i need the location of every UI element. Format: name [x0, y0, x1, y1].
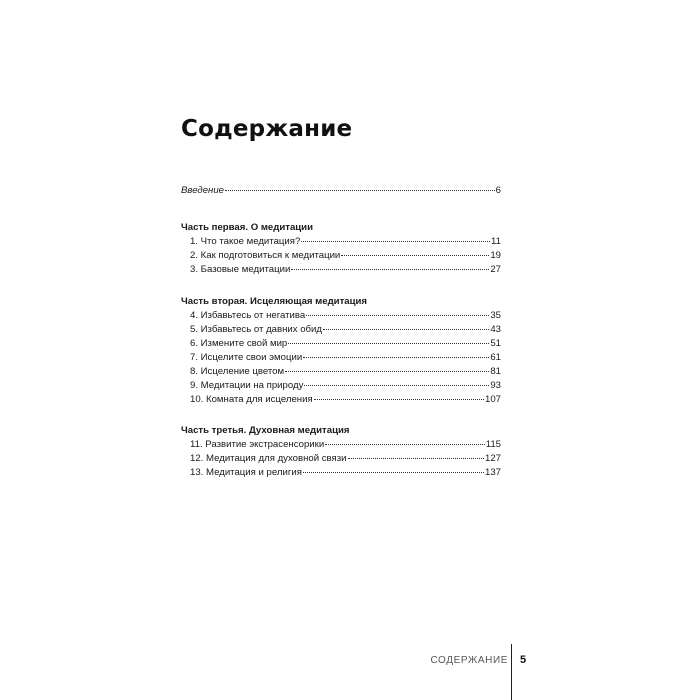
- toc-section-1: [181, 221, 501, 277]
- entry-page: 81: [490, 366, 501, 377]
- toc-entry[interactable]: [181, 365, 501, 379]
- toc-entry[interactable]: [181, 235, 501, 249]
- entry-label: 10. Комната для исцеления: [190, 394, 313, 405]
- toc-entry[interactable]: [181, 351, 501, 365]
- dot-leader: [301, 240, 490, 242]
- toc-entry[interactable]: [181, 323, 501, 337]
- dot-leader: [341, 254, 489, 256]
- toc-entry[interactable]: [181, 337, 501, 351]
- toc-section-3: [181, 424, 501, 480]
- entry-page: 27: [490, 264, 501, 275]
- dot-leader: [348, 457, 484, 459]
- entry-label: 3. Базовые медитации: [190, 264, 291, 275]
- toc-entry[interactable]: [181, 249, 501, 263]
- entry-label: 8. Исцеление цветом: [190, 366, 285, 377]
- toc-entry[interactable]: [181, 466, 501, 480]
- toc-entry[interactable]: [181, 379, 501, 393]
- entry-label: 2. Как подготовиться к медитации: [190, 250, 341, 261]
- page-number: 5: [520, 654, 527, 666]
- entry-page: 127: [484, 453, 501, 464]
- entry-label: 7. Исцелите свои эмоции: [190, 352, 303, 363]
- toc-entry[interactable]: [181, 438, 501, 452]
- dot-leader: [288, 342, 489, 344]
- entry-label: 5. Избавьтесь от давних обид: [190, 324, 323, 335]
- running-footer-label: СОДЕРЖАНИЕ: [430, 655, 508, 666]
- section-title: Часть вторая. Исцеляющая медитация: [181, 296, 368, 307]
- entry-label: 4. Избавьтесь от негатива: [190, 310, 306, 321]
- section-title: Часть третья. Духовная медитация: [181, 425, 350, 436]
- entry-label: Введение: [181, 185, 225, 196]
- toc-section-2: [181, 295, 501, 407]
- entry-page: 19: [490, 250, 501, 261]
- dot-leader: [314, 398, 484, 400]
- entry-label: 11. Развитие экстрасенсорики: [190, 439, 325, 450]
- dot-leader: [285, 370, 489, 372]
- toc-entry[interactable]: [181, 263, 501, 277]
- section-title: Часть первая. О медитации: [181, 222, 313, 233]
- dot-leader: [304, 384, 489, 386]
- entry-page: 137: [484, 467, 501, 478]
- entry-page: 11: [491, 236, 501, 247]
- entry-page: 43: [490, 324, 501, 335]
- entry-page: 93: [490, 380, 501, 391]
- toc-entry[interactable]: [181, 452, 501, 466]
- entry-page: 6: [495, 185, 501, 196]
- dot-leader: [303, 471, 484, 473]
- toc-intro: [181, 184, 501, 198]
- page-title: Содержание: [181, 116, 353, 142]
- entry-label: 13. Медитация и религия: [190, 467, 302, 478]
- dot-leader: [303, 356, 489, 358]
- entry-label: 12. Медитация для духовной связи: [190, 453, 347, 464]
- entry-page: 115: [485, 439, 501, 450]
- footer-divider: [511, 644, 512, 700]
- dot-leader: [306, 314, 489, 316]
- entry-page: 51: [490, 338, 501, 349]
- dot-leader: [325, 443, 485, 445]
- toc-entry[interactable]: [181, 393, 501, 407]
- entry-page: 61: [490, 352, 501, 363]
- entry-label: 9. Медитации на природу: [190, 380, 304, 391]
- entry-page: 35: [490, 310, 501, 321]
- entry-page: 107: [484, 394, 501, 405]
- dot-leader: [291, 268, 489, 270]
- dot-leader: [323, 328, 489, 330]
- toc-entry-intro[interactable]: [181, 184, 501, 198]
- toc-entry[interactable]: [181, 309, 501, 323]
- entry-label: 6. Измените свой мир: [190, 338, 288, 349]
- dot-leader: [225, 189, 495, 191]
- entry-label: 1. Что такое медитация?: [190, 236, 301, 247]
